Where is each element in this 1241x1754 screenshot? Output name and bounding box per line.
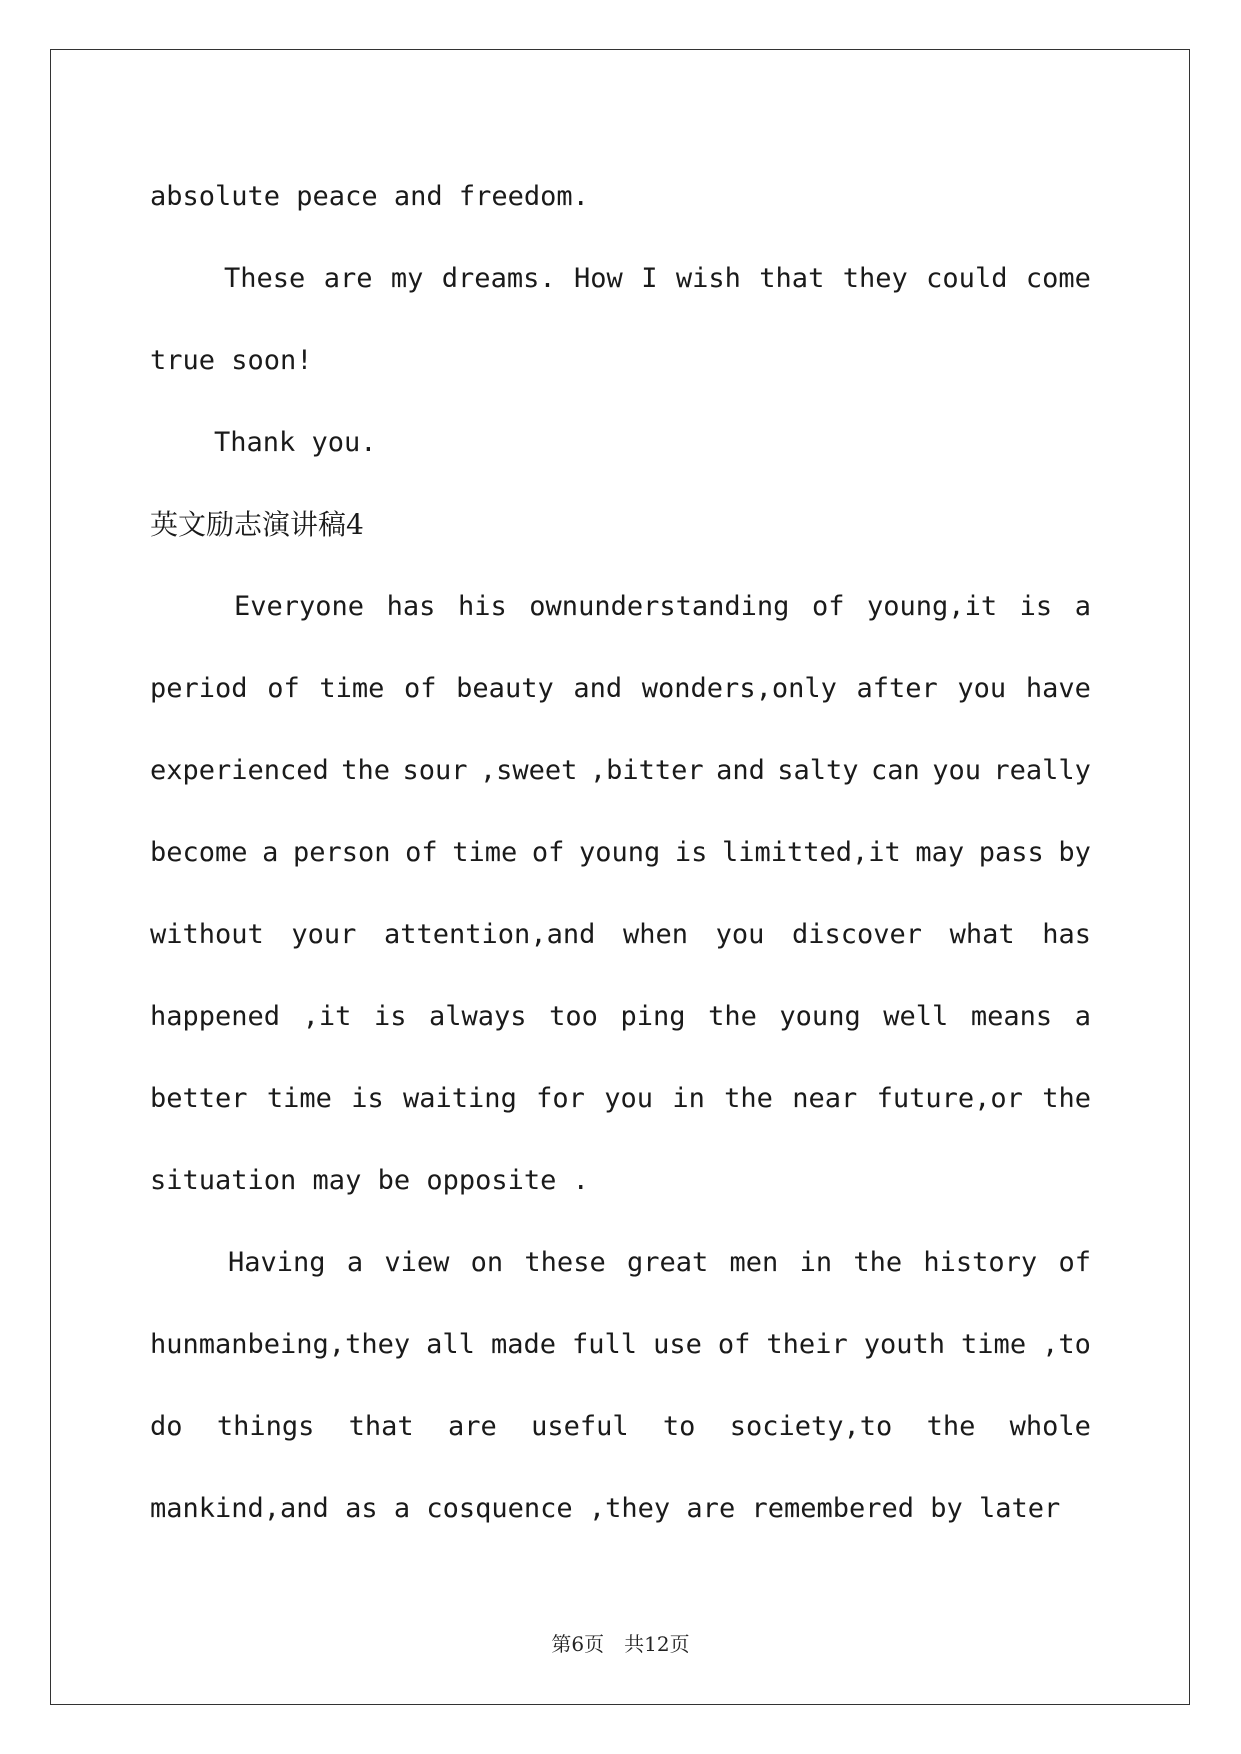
word: attention,and — [384, 919, 596, 950]
word: Everyone — [234, 591, 365, 622]
text-line: true soon! — [150, 345, 313, 376]
word: on — [470, 1247, 504, 1278]
word: without — [150, 919, 264, 950]
word: in — [672, 1083, 705, 1114]
word: useful — [531, 1411, 629, 1442]
word: whole — [1009, 1411, 1091, 1442]
word: you — [932, 755, 981, 786]
word: hunmanbeing,they — [150, 1329, 411, 1360]
word: pass — [978, 837, 1044, 868]
text-line: situation may be opposite . — [150, 1165, 589, 1196]
word: their — [766, 1329, 848, 1360]
word: the — [724, 1083, 773, 1114]
word: always — [429, 1001, 527, 1032]
word: has — [1042, 919, 1091, 950]
word: waiting — [403, 1083, 517, 1114]
word: things — [216, 1411, 315, 1442]
text-line — [150, 1304, 1091, 1386]
word: really — [993, 755, 1091, 786]
word: and — [573, 673, 623, 704]
text-line — [150, 1222, 1091, 1304]
word: How — [574, 263, 623, 294]
word: experienced — [150, 755, 329, 786]
word: ping — [620, 1001, 686, 1032]
word: could — [926, 263, 1008, 294]
word: is — [1019, 591, 1053, 622]
word: of — [267, 673, 300, 704]
word: happened — [150, 1001, 281, 1032]
word: come — [1025, 263, 1091, 294]
text-line: Thank you. — [214, 427, 377, 458]
word: young — [779, 1001, 861, 1032]
word: ,to — [1042, 1329, 1091, 1360]
word: do — [150, 1411, 183, 1442]
text-line — [150, 566, 1091, 648]
word: are — [447, 1411, 497, 1442]
word: the — [853, 1247, 903, 1278]
word: you — [957, 673, 1007, 704]
word: young,it — [867, 591, 998, 622]
text-line — [150, 976, 1091, 1058]
text-line: absolute peace and freedom. — [150, 181, 589, 212]
word: of — [405, 837, 438, 868]
word: by — [1058, 837, 1091, 868]
word: the — [926, 1411, 976, 1442]
word: history — [923, 1247, 1038, 1278]
word: ,bitter — [589, 755, 704, 786]
word: a — [346, 1247, 364, 1278]
word: is — [373, 1001, 407, 1032]
word: can — [870, 755, 920, 786]
word: future,or — [876, 1083, 1023, 1114]
word: well — [883, 1001, 949, 1032]
word: too — [549, 1001, 598, 1032]
word: they — [842, 263, 908, 294]
word: I — [641, 263, 658, 294]
word: sour — [402, 755, 468, 786]
word: These — [224, 263, 306, 294]
word: that — [348, 1411, 414, 1442]
word: is — [351, 1083, 384, 1114]
word: time — [961, 1329, 1027, 1360]
word: Having — [228, 1247, 326, 1278]
word: wonders,only — [641, 673, 837, 704]
word: become — [150, 837, 248, 868]
word: what — [949, 919, 1015, 950]
word: and — [716, 755, 765, 786]
word: of — [717, 1329, 751, 1360]
text-line: mankind,and as a cosquence ,they are remembered by later — [150, 1493, 1061, 1524]
word: after — [856, 673, 938, 704]
word: a — [1074, 591, 1091, 622]
word: great — [626, 1247, 709, 1278]
word: of — [1058, 1247, 1091, 1278]
word: limitted,it — [721, 837, 901, 868]
word: near — [792, 1083, 858, 1114]
word: to — [662, 1411, 696, 1442]
word: full — [572, 1329, 638, 1360]
word: the — [341, 755, 391, 786]
text-line — [150, 1058, 1091, 1140]
word: of — [811, 591, 845, 622]
word: person — [293, 837, 391, 868]
word: ,it — [302, 1001, 352, 1032]
word: view — [384, 1247, 450, 1278]
word: society,to — [729, 1411, 893, 1442]
word: of — [404, 673, 437, 704]
word: time — [266, 1083, 332, 1114]
word: of — [531, 837, 565, 868]
word: means — [970, 1001, 1053, 1032]
word: a — [1074, 1001, 1091, 1032]
document-body — [150, 156, 1091, 1550]
word: may — [915, 837, 965, 868]
word: you — [715, 919, 765, 950]
word: salty — [777, 755, 859, 786]
word: made — [490, 1329, 556, 1360]
word: time — [452, 837, 518, 868]
word: when — [622, 919, 688, 950]
text-line — [150, 1386, 1091, 1468]
word: better — [150, 1083, 248, 1114]
word: youth — [863, 1329, 946, 1360]
text-line — [150, 730, 1091, 812]
word: his — [457, 591, 507, 622]
text-line — [150, 812, 1091, 894]
word: young — [578, 837, 661, 868]
word: my — [390, 263, 424, 294]
word: period — [150, 673, 248, 704]
word: for — [536, 1083, 585, 1114]
word: time — [319, 673, 385, 704]
word: men — [729, 1247, 779, 1278]
word: ,sweet — [479, 755, 578, 786]
text-line — [150, 648, 1091, 730]
word: the — [708, 1001, 757, 1032]
word: a — [262, 837, 279, 868]
word: that — [759, 263, 825, 294]
word: is — [674, 837, 708, 868]
word: in — [799, 1247, 833, 1278]
word: beauty — [456, 673, 554, 704]
word: these — [524, 1247, 606, 1278]
word: has — [386, 591, 436, 622]
word: use — [653, 1329, 702, 1360]
section-heading: 英文励志演讲稿4 — [150, 508, 364, 541]
page-number-footer: 第6页 共12页 — [551, 1632, 690, 1656]
word: ownunderstanding — [529, 591, 790, 622]
text-line — [150, 238, 1091, 320]
word: you — [604, 1083, 654, 1114]
word: your — [291, 919, 357, 950]
word: discover — [791, 919, 922, 950]
word: are — [323, 263, 373, 294]
word: all — [426, 1329, 475, 1360]
word: wish — [675, 263, 741, 294]
word: dreams. — [441, 263, 556, 294]
word: the — [1042, 1083, 1091, 1114]
text-line — [150, 894, 1091, 976]
word: have — [1025, 673, 1091, 704]
